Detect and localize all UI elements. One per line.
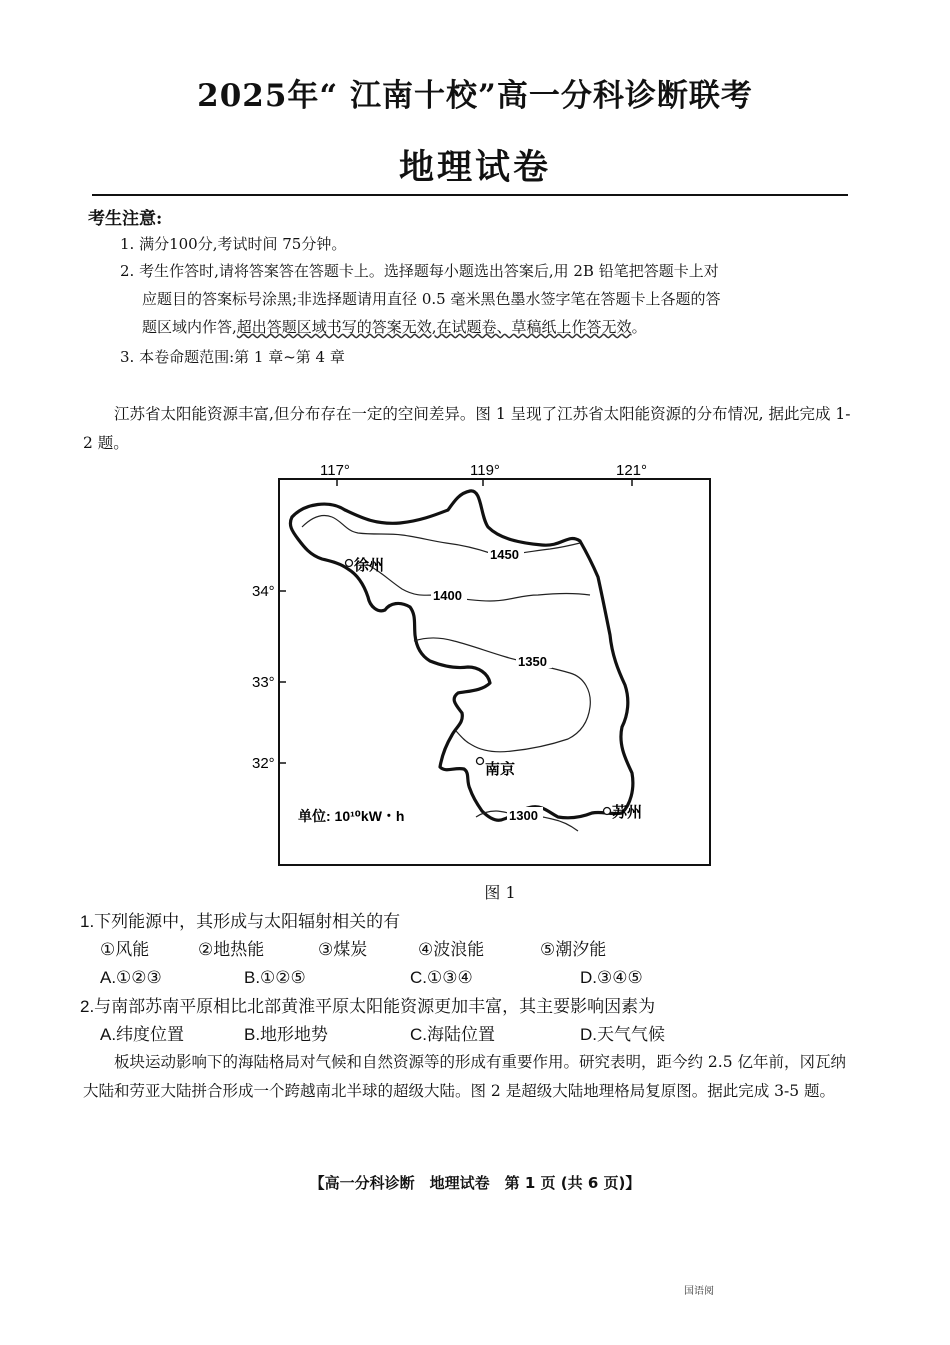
city-xuzhou: 徐州 [354,557,385,574]
q1-option-b[interactable]: B.①②⑤ [244,968,306,987]
q2-option-d[interactable]: D.天气气候 [580,1025,665,1044]
exam-subject: 地理试卷 [398,147,551,188]
qr-text: 国语阅 [684,1286,714,1297]
passage-2: 板块运动影响下的海陆格局对气候和自然资源等的形成有重要作用。研究表明，距今约 2.5 亿年前，冈瓦纳大陆和劳亚大陆拼合形成一个跨越南北半球的超级大陆。图 2 是超级大陆地理格局复原图。据此完成 3-5 题。 [83,1053,847,1100]
question-1-items [0,936,950,964]
q2-option-a[interactable]: A.纬度位置 [100,1025,185,1044]
page-footer: 【高一分科诊断 地理试卷 第 1 页 (共 6 页)】 [309,1174,641,1192]
jiangsu-solar-map [250,455,720,875]
lat-label-34: 34° [252,583,275,600]
city-nanjing: 南京 [485,761,516,778]
q1-item: ①风能 [100,940,150,959]
lat-label-33: 33° [252,674,275,691]
city-suzhou: 苏州 [612,804,643,821]
notice-item-1: 1. 满分100分,考试时间 75分钟。 [120,235,347,253]
xuzhou-marker-icon [346,560,353,567]
notice-item-3: 3. 本卷命题范围:第 1 章~第 4 章 [120,348,345,366]
question-2-stem: 2.与南部苏南平原相比北部黄淮平原太阳能资源更加丰富，其主要影响因素为 [80,997,656,1016]
contour-1350-line [414,638,590,752]
header-divider [92,194,848,196]
lon-label-121: 121° [616,462,648,479]
q1-option-c[interactable]: C.①③④ [410,968,473,987]
notice-item-2-plain: 题区域内作答, [142,318,237,336]
exam-title: 2025年“ 江南十校”高一分科诊断联考 [197,78,753,114]
suzhou-marker-icon [604,808,611,815]
contour-1450-label: 1450 [490,547,519,562]
contour-1350-label: 1350 [518,654,547,669]
map-unit: 单位: 10¹⁰kW・h [298,808,405,824]
notice-heading: 考生注意: [88,209,163,229]
q1-item: ②地热能 [198,940,265,959]
lat-label-32: 32° [252,755,275,772]
contour-1400-line [368,565,590,601]
q1-option-d[interactable]: D.③④⑤ [580,968,643,987]
notice-item-2-line-a: 2. 考生作答时,请将答案答在答题卡上。选择题每小题选出答案后,用 2B 铅笔把答题卡上对 [120,262,719,280]
lon-label-119: 119° [470,462,500,479]
figure-1-caption: 图 1 [484,883,516,902]
map-svg [250,455,720,875]
notice-item-2-emphasis: 超出答题区域书写的答案无效,在试题卷、草稿纸上作答无效 [236,318,632,336]
nanjing-marker-icon [477,758,484,765]
notice-item-2-line-b: 应题目的答案标号涂黑;非选择题请用直径 0.5 毫米黑色墨水签字笔在答题卡上各题的答 [142,290,721,308]
question-1-options [0,964,950,992]
question-2-options [0,1021,950,1049]
q2-option-c[interactable]: C.海陆位置 [410,1025,495,1044]
q1-item: ⑤潮汐能 [540,940,607,959]
q1-item: ③煤炭 [318,940,368,959]
q1-item: ④波浪能 [418,940,485,959]
lon-label-117: 117° [320,462,350,479]
q2-option-b[interactable]: B.地形地势 [244,1025,329,1044]
notice-item-2-line-c [120,313,850,341]
contour-1450-line [302,515,580,554]
jiangsu-outline [290,491,632,820]
q1-option-a[interactable]: A.①②③ [100,968,162,987]
notice-item-2 [120,257,850,341]
notice-item-2-end: 。 [631,318,647,336]
contour-1400-label: 1400 [433,588,462,603]
contour-1300-label: 1300 [509,808,538,823]
question-1-stem: 1.下列能源中，其形成与太阳辐射相关的有 [80,912,401,931]
passage-1: 江苏省太阳能资源丰富,但分布存在一定的空间差异。图 1 呈现了江苏省太阳能资源的分布情况, 据此完成 1-2 题。 [83,405,851,452]
